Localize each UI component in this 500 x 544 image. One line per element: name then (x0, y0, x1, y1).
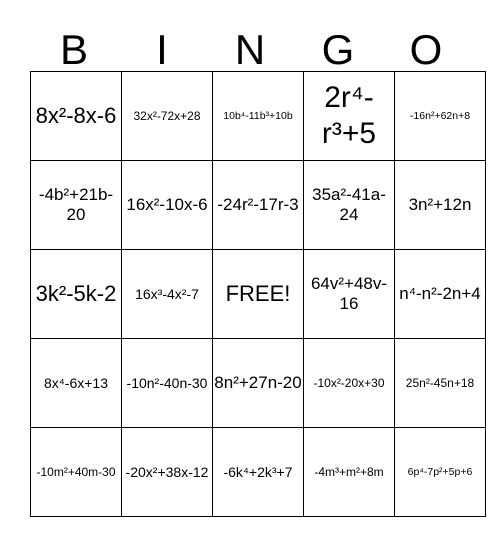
board-row (31, 428, 486, 517)
header-letter-i: I (156, 26, 168, 73)
header-letter-g: G (321, 26, 355, 73)
bingo-cell[interactable]: 6p⁴-7p²+5p+6 (395, 428, 486, 517)
bingo-cell[interactable]: 64v²+48v-16 (304, 250, 395, 339)
board-row (31, 250, 486, 339)
bingo-cell[interactable]: -10x²-20x+30 (304, 339, 395, 428)
bingo-board (30, 71, 486, 517)
bingo-cell[interactable]: -6k⁴+2k³+7 (213, 428, 304, 517)
bingo-cell[interactable]: 2r⁴-r³+5 (304, 72, 395, 161)
bingo-cell[interactable]: -24r²-17r-3 (213, 161, 304, 250)
bingo-cell[interactable]: 32x²-72x+28 (122, 72, 213, 161)
bingo-cell[interactable]: 3k²-5k-2 (31, 250, 122, 339)
bingo-header (30, 26, 470, 74)
bingo-cell[interactable]: -10n²-40n-30 (122, 339, 213, 428)
bingo-cell[interactable]: n⁴-n²-2n+4 (395, 250, 486, 339)
bingo-cell[interactable]: 8n²+27n-20 (213, 339, 304, 428)
board-row (31, 161, 486, 250)
free-cell[interactable]: FREE! (213, 250, 304, 339)
bingo-cell[interactable]: -4b²+21b-20 (31, 161, 122, 250)
bingo-cell[interactable]: -4m³+m²+8m (304, 428, 395, 517)
bingo-cell[interactable]: -10m²+40m-30 (31, 428, 122, 517)
bingo-cell[interactable]: 8x²-8x-6 (31, 72, 122, 161)
header-letter-o: O (409, 26, 443, 73)
bingo-cell[interactable]: 35a²-41a-24 (304, 161, 395, 250)
header-letter-b: B (59, 26, 88, 73)
bingo-cell[interactable]: -20x²+38x-12 (122, 428, 213, 517)
bingo-cell[interactable]: 8x⁴-6x+13 (31, 339, 122, 428)
bingo-cell[interactable]: 25n²-45n+18 (395, 339, 486, 428)
bingo-cell[interactable]: 16x³-4x²-7 (122, 250, 213, 339)
board-row (31, 72, 486, 161)
bingo-cell[interactable]: 16x²-10x-6 (122, 161, 213, 250)
board-row (31, 339, 486, 428)
bingo-cell[interactable]: 10b⁴-11b³+10b (213, 72, 304, 161)
bingo-cell[interactable]: -16n²+62n+8 (395, 72, 486, 161)
header-letter-n: N (234, 26, 266, 73)
bingo-cell[interactable]: 3n²+12n (395, 161, 486, 250)
